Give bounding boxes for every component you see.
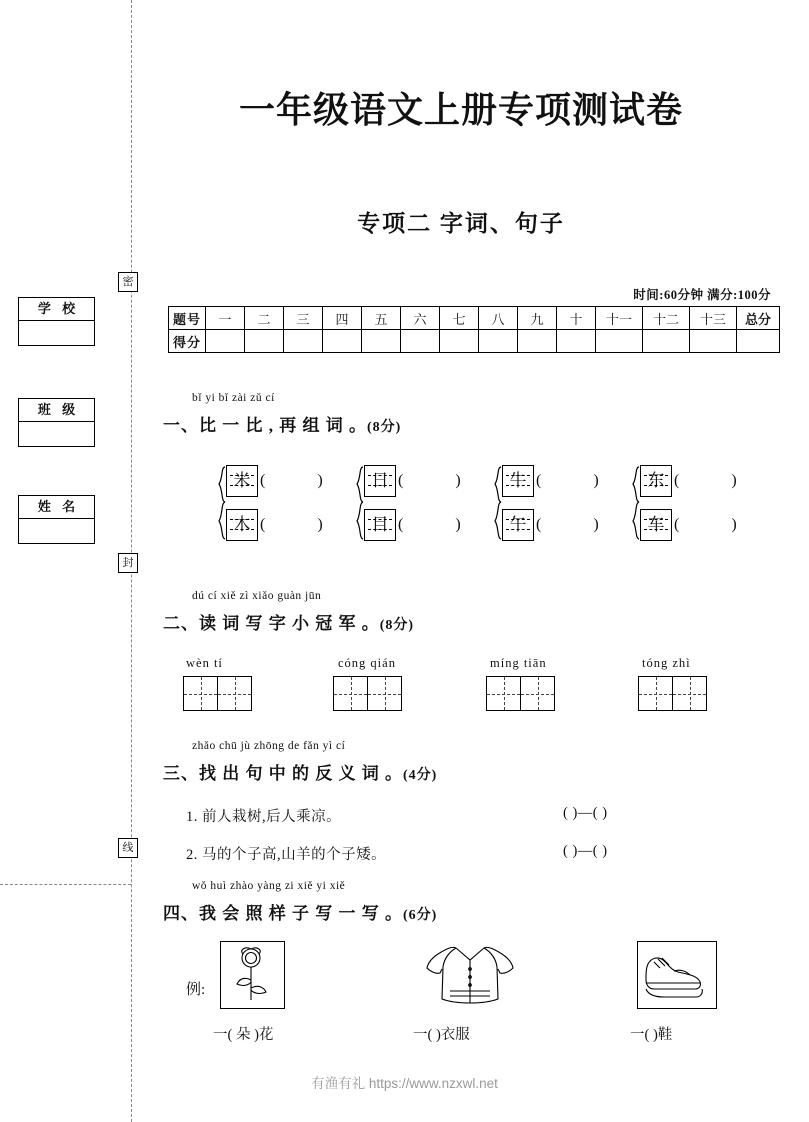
score-table-col-5: 五	[362, 307, 401, 330]
score-table-col-13: 十三	[690, 307, 737, 330]
question-1-points: (8分)	[367, 420, 402, 435]
score-cell-3[interactable]	[284, 330, 323, 353]
compare-char-top: 米	[226, 465, 258, 497]
picture-caption-jacket[interactable]: 一( )衣服	[413, 1027, 470, 1043]
info-box-class-label: 班 级	[19, 399, 94, 422]
seal-mark-xian: 线	[118, 838, 138, 858]
score-table-col-total: 总分	[737, 307, 780, 330]
score-cell-total[interactable]	[737, 330, 780, 353]
score-table	[168, 306, 780, 353]
compare-row-bottom	[640, 510, 737, 540]
score-cell-1[interactable]	[206, 330, 245, 353]
tianzige-cell[interactable]	[217, 676, 252, 711]
table-row-header	[169, 307, 780, 330]
score-cell-9[interactable]	[518, 330, 557, 353]
score-cell-5[interactable]	[362, 330, 401, 353]
tianzige-cell[interactable]	[333, 676, 368, 711]
score-cell-6[interactable]	[401, 330, 440, 353]
tianzige-grid-4[interactable]	[638, 676, 707, 711]
score-cell-11[interactable]	[596, 330, 643, 353]
score-table-col-3: 三	[284, 307, 323, 330]
question-3-points: (4分)	[403, 768, 438, 783]
question-1-number: 一、	[163, 416, 199, 435]
score-cell-7[interactable]	[440, 330, 479, 353]
compare-group-4	[640, 466, 737, 540]
page-title: 一年级语文上册专项测试卷	[238, 90, 683, 130]
word-pinyin-2: cóng qián	[338, 656, 396, 670]
compare-answer-bottom[interactable]: ( )	[536, 516, 599, 533]
question-3-answer-1[interactable]: ( )—( )	[563, 805, 608, 821]
tianzige-grid-1[interactable]	[183, 676, 252, 711]
compare-answer-bottom[interactable]: ( )	[674, 516, 737, 533]
question-1-title: 比 一 比 , 再 组 词 。	[199, 416, 367, 435]
item-index: 2.	[186, 847, 198, 863]
score-cell-2[interactable]	[245, 330, 284, 353]
question-2-pinyin: dú cí xiě zì xiǎo guàn jūn	[192, 590, 322, 602]
tianzige-cell[interactable]	[486, 676, 521, 711]
compare-row-bottom	[502, 510, 599, 540]
info-box-school	[18, 297, 95, 346]
compare-answer-top[interactable]: ( )	[260, 472, 323, 489]
seal-mark-mi: 密	[118, 272, 138, 292]
item-sentence: 马的个子高,山羊的个子矮。	[202, 847, 387, 863]
score-table-col-7: 七	[440, 307, 479, 330]
score-cell-4[interactable]	[323, 330, 362, 353]
question-4-pinyin: wǒ huì zhào yàng zi xiě yi xiě	[192, 880, 346, 892]
question-2-points: (8分)	[379, 618, 415, 633]
compare-row-bottom	[364, 510, 461, 540]
compare-char-bottom: 目	[364, 509, 396, 541]
brace-icon	[493, 466, 502, 540]
picture-box-shoes	[637, 941, 717, 1009]
picture-caption-shoes[interactable]: 一( )鞋	[630, 1027, 673, 1043]
fold-line-horizontal	[0, 884, 131, 885]
score-table-col-10: 十	[557, 307, 596, 330]
question-3-number: 三、	[163, 764, 199, 783]
jacket-clothes-icon	[420, 941, 520, 1007]
compare-char-bottom: 车	[640, 509, 672, 541]
question-2-heading	[163, 609, 414, 634]
question-3-item-1	[186, 805, 341, 826]
compare-row-top	[640, 466, 737, 496]
info-box-school-label: 学 校	[19, 298, 94, 321]
compare-row-top	[502, 466, 599, 496]
tianzige-cell[interactable]	[367, 676, 402, 711]
table-row-scores	[169, 330, 780, 353]
compare-answer-bottom[interactable]: ( )	[260, 516, 323, 533]
score-cell-12[interactable]	[643, 330, 690, 353]
compare-char-top: 东	[640, 465, 672, 497]
compare-answer-top[interactable]: ( )	[536, 472, 599, 489]
info-box-class-field[interactable]	[19, 422, 94, 446]
question-4-points: (6分)	[403, 908, 438, 923]
question-3-answer-2[interactable]: ( )—( )	[563, 843, 608, 859]
question-4-heading	[163, 899, 437, 924]
compare-row-top	[226, 466, 323, 496]
info-box-name-label: 姓 名	[19, 496, 94, 519]
score-table-col-9: 九	[518, 307, 557, 330]
compare-row-top	[364, 466, 461, 496]
time-and-score-note: 时间:60分钟 满分:100分	[633, 288, 771, 302]
word-pinyin-4: tóng zhì	[642, 656, 691, 670]
brace-icon	[631, 466, 640, 540]
item-index: 1.	[186, 809, 198, 825]
score-table-col-4: 四	[323, 307, 362, 330]
info-box-name	[18, 495, 95, 544]
compare-group-3	[502, 466, 599, 540]
compare-char-bottom: 木	[226, 509, 258, 541]
picture-caption-rose[interactable]: 一( 朵 )花	[213, 1027, 274, 1043]
compare-char-top: 日	[364, 465, 396, 497]
compare-row-bottom	[226, 510, 323, 540]
compare-char-top: 牛	[502, 465, 534, 497]
tianzige-grid-2[interactable]	[333, 676, 402, 711]
compare-answer-top[interactable]: ( )	[398, 472, 461, 489]
brace-icon	[217, 466, 226, 540]
score-cell-13[interactable]	[690, 330, 737, 353]
score-table-col-11: 十一	[596, 307, 643, 330]
word-pinyin-1: wèn tí	[186, 656, 223, 670]
picture-box-jacket	[420, 941, 520, 1007]
example-label: 例:	[186, 982, 206, 998]
tianzige-grid-3[interactable]	[486, 676, 555, 711]
question-3-pinyin: zhǎo chū jù zhōng de fǎn yì cí	[192, 740, 346, 752]
question-2-title: 读 词 写 字 小 冠 军 。	[199, 614, 380, 633]
compare-group-1	[226, 466, 323, 540]
word-pinyin-3: míng tiān	[490, 656, 547, 670]
compare-group-2	[364, 466, 461, 540]
tianzige-cell[interactable]	[672, 676, 707, 711]
brace-icon	[355, 466, 364, 540]
score-cell-10[interactable]	[557, 330, 596, 353]
tianzige-cell[interactable]	[638, 676, 673, 711]
question-4-number: 四、	[163, 904, 199, 923]
compare-answer-bottom[interactable]: ( )	[398, 516, 461, 533]
question-1-pinyin: bǐ yi bǐ zài zǔ cí	[192, 392, 275, 404]
score-table-col-2: 二	[245, 307, 284, 330]
score-cell-8[interactable]	[479, 330, 518, 353]
score-table-row-label: 题号	[169, 307, 206, 330]
watermark-text: 有渔有礼 https://www.nzxwl.net	[311, 1076, 498, 1091]
picture-box-rose	[220, 941, 285, 1009]
score-table-col-8: 八	[479, 307, 518, 330]
score-table-col-12: 十二	[643, 307, 690, 330]
info-box-school-field[interactable]	[19, 321, 94, 345]
tianzige-cell[interactable]	[183, 676, 218, 711]
question-3-title: 找 出 句 中 的 反 义 词 。	[199, 764, 403, 783]
compare-answer-top[interactable]: ( )	[674, 472, 737, 489]
item-sentence: 前人栽树,后人乘凉。	[202, 809, 342, 825]
compare-char-bottom: 午	[502, 509, 534, 541]
info-box-name-field[interactable]	[19, 519, 94, 543]
score-table-row-label-2: 得分	[169, 330, 206, 353]
score-table-col-1: 一	[206, 307, 245, 330]
question-3-item-2	[186, 843, 386, 864]
question-3-heading	[163, 759, 437, 784]
question-1-heading	[163, 411, 401, 436]
page-subtitle: 专项二 字词、句子	[357, 211, 565, 236]
tianzige-cell[interactable]	[520, 676, 555, 711]
score-table-col-6: 六	[401, 307, 440, 330]
question-4-title: 我 会 照 样 子 写 一 写 。	[199, 904, 403, 923]
rose-flower-icon	[221, 942, 282, 1006]
question-2-number: 二、	[163, 614, 199, 633]
seal-mark-feng: 封	[118, 553, 138, 573]
shoes-icon	[638, 942, 714, 1006]
info-box-class	[18, 398, 95, 447]
